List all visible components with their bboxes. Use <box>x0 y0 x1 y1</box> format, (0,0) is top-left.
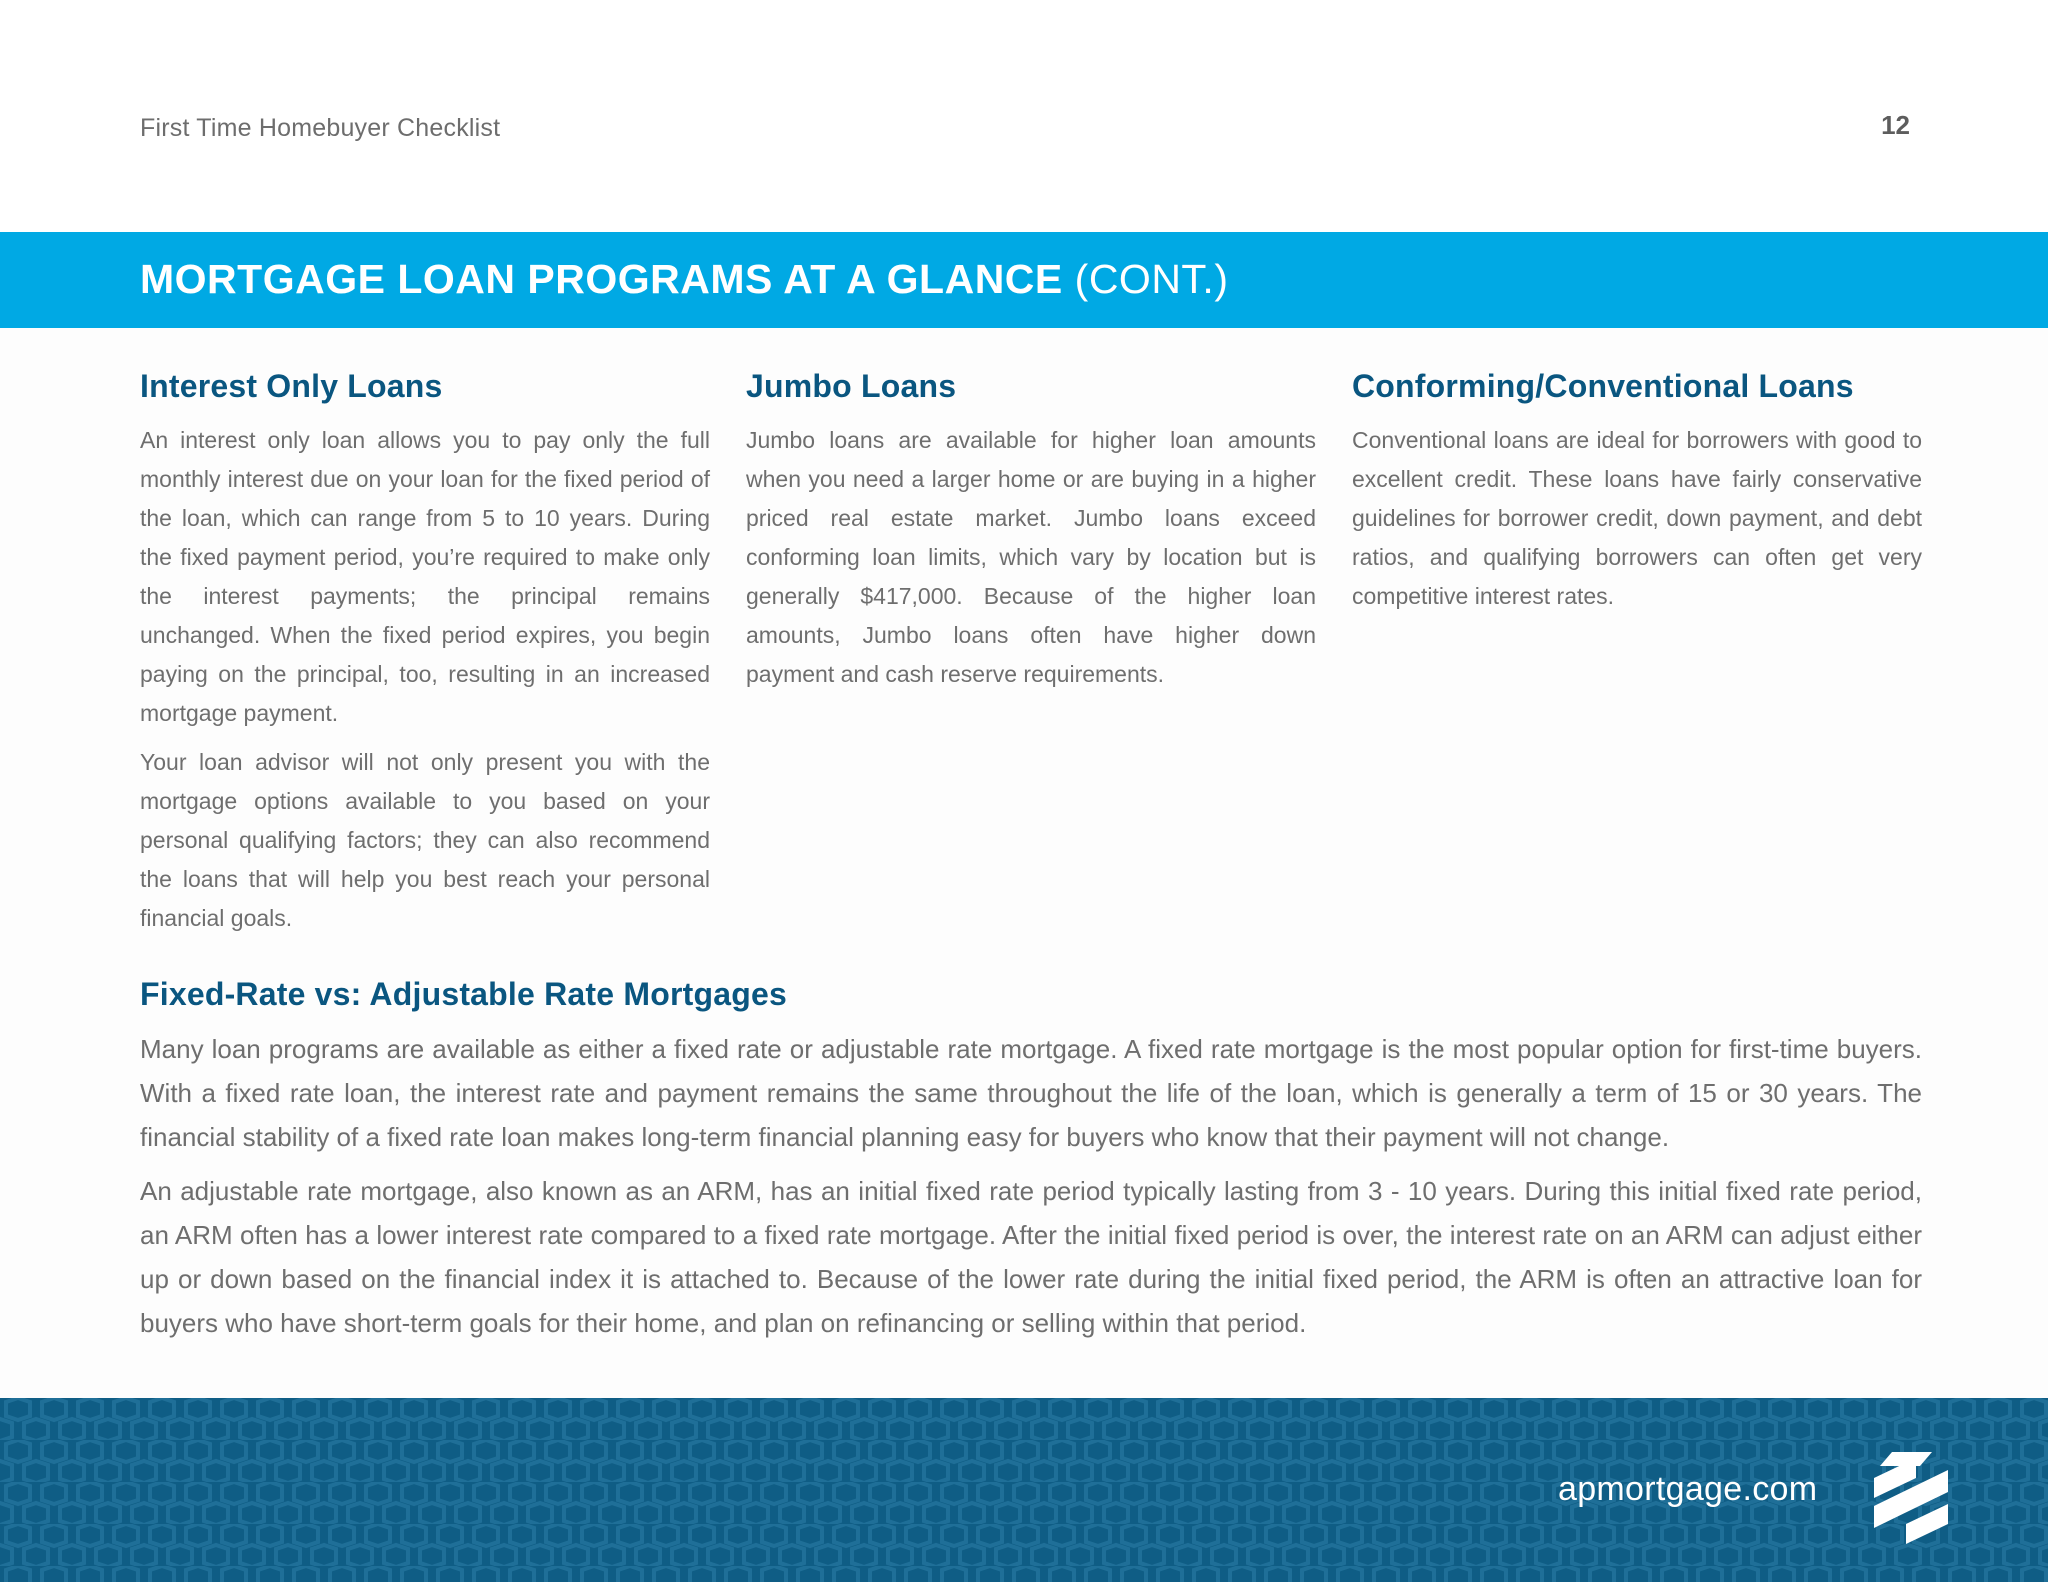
banner-title-main: MORTGAGE LOAN PROGRAMS AT A GLANCE <box>140 256 1063 302</box>
column-interest-only-loans <box>140 368 710 948</box>
website-link[interactable]: apmortgage.com <box>1558 1470 1818 1508</box>
fixed-rate-paragraph: Many loan programs are available as either a fixed rate or adjustable rate mortgage. A fixed rate mortgage is the most popular option for first-time buyers. With a fixed rate loan, the interest rate and payment remains the same throughout the life of the loan, which is generally a term of 15 or 30 years. The financial stability of a fixed rate loan makes long-term financial planning easy for buyers who know that their payment will not change. <box>140 1034 1922 1152</box>
running-header <box>0 0 2048 232</box>
interest-only-paragraph-1: An interest only loan allows you to pay only the full monthly interest due on your loan for the fixed period of the loan, which can range from 5 to 10 years. During the fixed payment period, you’re required to make only the interest payments; the principal remains unchanged. When the fixed period expires, you begin paying on the principal, too, resulting in an increased mortgage payment. <box>140 427 710 726</box>
conforming-loans-paragraph: Conventional loans are ideal for borrowers with good to excellent credit. These loans have fairly conservative guidelines for borrower credit, down payment, and debt ratios, and qualifying borrowers can often get very competitive interest rates. <box>1352 427 1922 609</box>
interest-only-paragraph-2: Your loan advisor will not only present you with the mortgage options available to you based on your personal qualifying factors; they can also recommend the loans that will help you best reach your personal financial goals. <box>140 749 710 931</box>
section-banner <box>0 232 2048 328</box>
conforming-loans-heading: Conforming/Conventional Loans <box>1352 368 1854 404</box>
adjustable-rate-paragraph: An adjustable rate mortgage, also known as an ARM, has an initial fixed rate period typically lasting from 3 - 10 years. During this initial fixed rate period, an ARM often has a lower interest rate compared to a fixed rate mortgage. After the initial fixed period is over, the interest rate on an ARM can adjust either up or down based on the financial index it is attached to. Because of the lower rate during the initial fixed period, the ARM is often an attractive loan for buyers who have short-term goals for their home, and plan on refinancing or selling within that period. <box>140 1176 1922 1338</box>
column-jumbo-loans <box>746 368 1316 704</box>
page-number: 12 <box>1881 110 1910 140</box>
footer <box>0 1398 2048 1582</box>
banner-title <box>140 256 1228 303</box>
fixed-vs-adjustable-section <box>140 976 1922 1355</box>
column-conforming-conventional-loans <box>1352 368 1922 626</box>
document-title: First Time Homebuyer Checklist <box>140 114 501 142</box>
jumbo-loans-heading: Jumbo Loans <box>746 368 957 404</box>
jumbo-loans-paragraph: Jumbo loans are available for higher loan amounts when you need a larger home or are buying in a higher priced real estate market. Jumbo loans exceed conforming loan limits, which vary by location but is generally $417,000. Because of the higher loan amounts, Jumbo loans often have higher down payment and cash reserve requirements. <box>746 427 1316 687</box>
banner-title-suffix: (CONT.) <box>1074 256 1229 302</box>
interest-only-heading: Interest Only Loans <box>140 368 443 404</box>
brand-logo-icon <box>1870 1444 1952 1552</box>
fixed-vs-adjustable-heading: Fixed-Rate vs: Adjustable Rate Mortgages <box>140 976 787 1012</box>
